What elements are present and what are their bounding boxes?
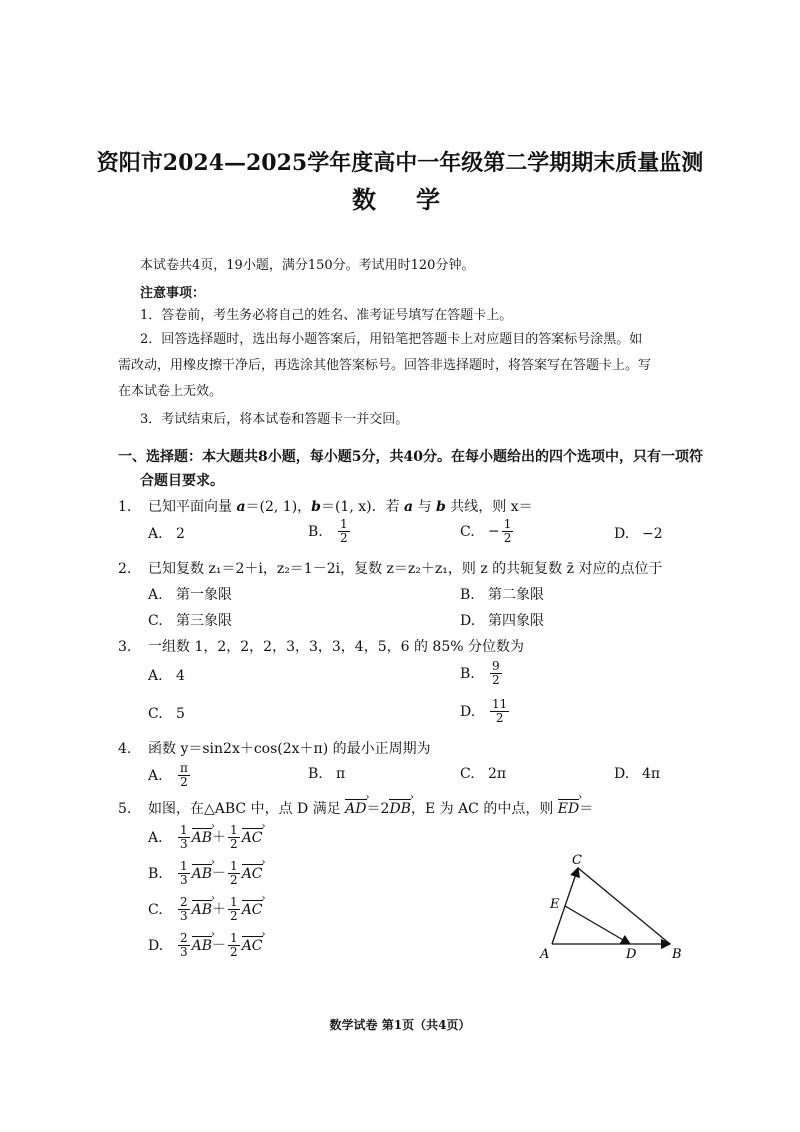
vector-ab: AB › xyxy=(192,938,212,954)
question-stem: ，E 为 AC 的中点，则 xyxy=(410,801,558,817)
question-1 xyxy=(118,496,533,516)
numerator: 1 xyxy=(180,859,188,873)
denominator: 2 xyxy=(340,531,348,545)
vector-ab: AB › xyxy=(192,866,212,882)
fraction xyxy=(490,698,509,725)
option-1d xyxy=(614,526,663,542)
option-3a xyxy=(148,668,185,684)
option-text: 第三象限 xyxy=(176,613,232,629)
question-stem: 已知复数 z₁＝2＋i，z₂＝1－2i，复数 z＝z₂＋z₁，则 z 的共轭复数 z̄ 对应的点位于 xyxy=(148,561,663,577)
denominator: 2 xyxy=(230,909,238,923)
question-stem: 已知平面向量 xyxy=(148,499,237,515)
option-text: π xyxy=(336,766,346,782)
vector-ac: AC › xyxy=(242,938,263,954)
question-stem: 共线，则 x＝ xyxy=(445,499,533,515)
fraction xyxy=(228,896,240,923)
vector-ab: AB › xyxy=(192,830,212,846)
operator: ＋ xyxy=(212,829,227,846)
fraction xyxy=(178,860,190,887)
question-stem: 如图，在△ABC 中，点 D 满足 xyxy=(148,801,346,817)
option-label: A. xyxy=(148,668,163,684)
page-footer: 数学试卷 第1页（共4页） xyxy=(329,1018,471,1032)
denominator: 3 xyxy=(180,945,188,959)
numerator: 2 xyxy=(180,895,188,909)
question-stem: ＝ xyxy=(579,801,594,817)
denominator: 3 xyxy=(180,909,188,923)
numerator: 2 xyxy=(180,931,188,945)
question-number: 2. xyxy=(118,561,132,577)
option-2b xyxy=(460,584,544,604)
question-5 xyxy=(118,798,593,818)
vector-ac: AC › xyxy=(242,902,263,918)
vector-db: DB › xyxy=(389,801,411,817)
option-text: 第一象限 xyxy=(176,587,232,603)
question-stem: 与 xyxy=(413,499,437,515)
notice-item-2-line-3: 在本试卷上无效。 xyxy=(118,384,223,399)
question-number: 1. xyxy=(118,499,132,515)
segment-ed xyxy=(565,906,630,944)
operator: － xyxy=(212,937,227,954)
notice-item-1: 1．答卷前，考生务必将自己的姓名、准考证号填写在答题卡上。 xyxy=(140,308,513,323)
option-5d xyxy=(148,932,263,959)
numerator: 1 xyxy=(340,517,348,531)
side-cb xyxy=(578,868,670,944)
numerator: 1 xyxy=(230,823,238,837)
option-text: 4π xyxy=(642,766,661,782)
fraction xyxy=(338,518,350,545)
vector-b: b xyxy=(311,499,321,515)
question-3 xyxy=(118,636,524,656)
denominator: 2 xyxy=(230,945,238,959)
option-2c xyxy=(148,610,232,630)
label-a: A xyxy=(540,947,550,962)
option-4b xyxy=(308,766,345,782)
option-label: B. xyxy=(308,766,323,782)
option-1c xyxy=(460,518,515,545)
numerator: 1 xyxy=(180,823,188,837)
numerator: 1 xyxy=(503,517,512,531)
option-1a xyxy=(148,526,185,542)
section-heading: 一、选择题：本大题共8小题，每小题5分，共40分。在每小题给出的四个选项中，只有一项符 xyxy=(118,449,703,465)
operator: － xyxy=(212,865,227,882)
fraction xyxy=(178,824,190,851)
option-label: A. xyxy=(148,587,163,603)
option-3c xyxy=(148,706,185,722)
label-c: C xyxy=(572,853,582,868)
vector-a: a xyxy=(404,499,414,515)
triangle-figure xyxy=(530,852,690,968)
option-text: 第四象限 xyxy=(488,613,544,629)
option-text: 2 xyxy=(176,526,185,542)
denominator: 2 xyxy=(180,775,188,789)
option-label: B. xyxy=(148,865,163,882)
operator: ＋ xyxy=(212,901,227,918)
option-label: B. xyxy=(460,665,475,682)
option-label: C. xyxy=(148,613,163,629)
option-label: C. xyxy=(460,523,475,540)
option-4c xyxy=(460,766,506,782)
question-stem: 一组数 1，2，2，2，3，3，3，4，5，6 的 85% 分位数为 xyxy=(148,639,524,655)
fraction xyxy=(228,860,240,887)
vector-ac: AC › xyxy=(242,830,263,846)
label-e: E xyxy=(550,897,560,912)
notice-item-3: 3．考试结束后，将本试卷和答题卡一并交回。 xyxy=(140,412,409,427)
denominator: 3 xyxy=(180,837,188,851)
label-d: D xyxy=(626,947,637,962)
option-label: A. xyxy=(148,829,163,846)
vector-ad: AD › xyxy=(345,801,366,817)
numerator: 9 xyxy=(492,659,500,673)
fraction xyxy=(178,932,190,959)
option-text: 5 xyxy=(176,706,185,722)
vector-ed: ED › xyxy=(558,801,579,817)
option-label: C. xyxy=(460,766,475,782)
option-3d xyxy=(460,698,511,725)
denominator: 2 xyxy=(495,711,504,725)
option-4a xyxy=(148,762,192,789)
option-label: A. xyxy=(148,767,163,784)
option-text: −2 xyxy=(642,526,663,542)
vector-a: a xyxy=(236,499,246,515)
option-5c xyxy=(148,896,263,923)
question-number: 4. xyxy=(118,741,132,757)
denominator: 2 xyxy=(503,531,512,545)
option-label: A. xyxy=(148,526,163,542)
option-1b xyxy=(308,518,352,545)
numerator: π xyxy=(180,761,188,775)
fraction xyxy=(178,762,190,789)
option-label: B. xyxy=(308,523,323,540)
question-stem: ＝(1, x)．若 xyxy=(320,499,405,515)
option-label: C. xyxy=(148,706,163,722)
denominator: 2 xyxy=(492,673,500,687)
denominator: 2 xyxy=(230,837,238,851)
numerator: 11 xyxy=(492,697,508,711)
numerator: 1 xyxy=(230,895,238,909)
option-2a xyxy=(148,584,232,604)
option-label: D. xyxy=(614,766,630,782)
option-text: 4 xyxy=(176,668,185,684)
fraction xyxy=(502,518,514,545)
notice-title: 注意事项： xyxy=(140,286,206,301)
minus-sign: − xyxy=(488,523,500,540)
section-heading-cont: 合题目要求。 xyxy=(140,473,224,489)
denominator: 3 xyxy=(180,873,188,887)
fraction xyxy=(490,660,502,687)
option-5b xyxy=(148,860,263,887)
vector-ab: AB › xyxy=(192,902,212,918)
notice-item-2-line-1: 2．回答选择题时，选出每小题答案后，用铅笔把答题卡上对应题目的答案标号涂黑。如 xyxy=(140,332,643,347)
option-4d xyxy=(614,766,660,782)
option-label: D. xyxy=(460,703,476,720)
option-text: 2π xyxy=(488,766,507,782)
label-b: B xyxy=(672,947,682,962)
option-label: C. xyxy=(148,901,163,918)
notice-item-2-line-2: 需改动，用橡皮擦干净后，再选涂其他答案标号。回答非选择题时，将答案写在答题卡上。写 xyxy=(118,358,652,373)
subject-title: 数 学 xyxy=(352,185,448,214)
option-2d xyxy=(460,610,544,630)
question-stem: ＝2 xyxy=(366,801,390,817)
option-label: D. xyxy=(614,526,630,542)
fraction xyxy=(178,896,190,923)
fraction xyxy=(228,932,240,959)
denominator: 2 xyxy=(230,873,238,887)
question-2 xyxy=(118,558,662,578)
vector-b: b xyxy=(436,499,446,515)
option-label: D. xyxy=(460,613,476,629)
question-stem: 函数 y＝sin2x＋cos(2x＋π) 的最小正周期为 xyxy=(148,741,431,757)
numerator: 1 xyxy=(230,859,238,873)
question-number: 5. xyxy=(118,801,132,817)
option-3b xyxy=(460,660,504,687)
option-label: D. xyxy=(148,937,164,954)
option-text: 第二象限 xyxy=(488,587,544,603)
vector-ac: AC › xyxy=(242,866,263,882)
exam-intro: 本试卷共4页，19小题，满分150分。考试用时120分钟。 xyxy=(140,258,475,273)
option-label: B. xyxy=(460,587,475,603)
question-number: 3. xyxy=(118,639,132,655)
numerator: 1 xyxy=(230,931,238,945)
question-stem: ＝(2, 1)， xyxy=(245,499,312,515)
option-5a xyxy=(148,824,263,851)
fraction xyxy=(228,824,240,851)
exam-title: 资阳市2024—2025学年度高中一年级第二学期期末质量监测 xyxy=(96,150,704,176)
question-4 xyxy=(118,738,431,758)
